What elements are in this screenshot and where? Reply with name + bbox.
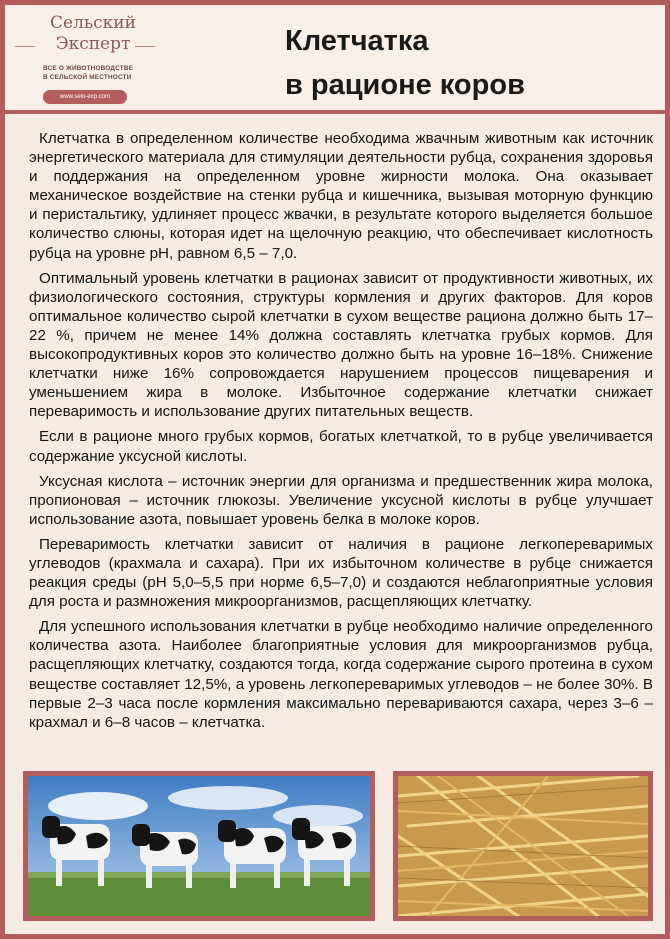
paragraph-2: Оптимальный уровень клетчатки в рационах зависит от продуктивности животных, их физиологического состояния, структуры кормления и других факторов. Для коров оптимальное количество сырой клетчатки в сухом веществе рациона должно быть 17–22 %, причем не менее 14% должна составлять клетчатка грубых кормов. Для высокопродуктивных коров это количество должно быть на уровне 16–18%. Снижение клетчатки ниже 16% сопровождается нарушением процессов пищеварения и уменьшением жира в молоке. Избыточное содержание клетчатки снижает переваримость и использование других питательных веществ. [29,269,653,421]
cows-illustration [28,776,370,916]
paragraph-5: Переваримость клетчатки зависит от наличия в рационе легкопереваримых углеводов (крахмала и сахара). При их избыточном количестве в рубце снижается реакция среды (рН 5,0–5,5 при норме 6,5–7,0) и создаются неблагоприятные условия для роста и размножения микроорганизмов, расщепляющих клетчатку. [29,535,653,611]
logo-url-badge[interactable]: www.selo-exp.com [43,90,127,104]
logo-title-line1: Сельский [50,13,136,33]
logo-title-line2: Эксперт [55,34,131,54]
logo-tagline-line1: ВСЕ О ЖИВОТНОВОДСТВЕ [43,65,134,72]
logo-tagline-line2: В СЕЛЬСКОЙ МЕСТНОСТИ [43,74,132,81]
paragraph-4: Уксусная кислота – источник энергии для организма и предшественник жира молока, пропионовая – источник глюкозы. Увеличение уксусной кислоты в рубце улучшает использование азота, повышает уровень белка в молоке коров. [29,472,653,528]
page-title [285,19,585,107]
cows-photo [23,771,375,921]
article-body [29,129,653,738]
straw-photo [393,771,653,921]
logo-tagline [43,64,163,82]
logo [23,13,163,55]
paragraph-6: Для успешного использования клетчатки в рубце необходимо наличие определенного количества азота. Наиболее благоприятные условия для микроорганизмов рубца, расщепляющих клетчатку, создаются тогда, когда содержание сырого протеина в сухом веществе составляет 12,5%, а уровень легкопереваримых углеводов – не более 30%. В первые 2–3 часа после кормления максимально перевариваются сахара, через 3–6 – крахмал и 6–8 часов – клетчатка. [29,618,653,731]
paragraph-1: Клетчатка в определенном количестве необходима жвачным животным как источник энергетического материала для стимуляции деятельности рубца, сохранения здоровья и поддержания на определенном уровне жирности молока. Она оказывает механическое воздействие на стенки рубца и кишечника, вызывая моторную функцию и перистальтику, удлиняет процесс жвачки, в результате которого выделяется большое количество слюны, которая идет на щелочную реакцию, что обеспечивает кислотность рубца на уровне рН, равном 6,5 – 7,0. [29,130,653,262]
logo-divider-right [135,46,155,47]
page-title-line1: Клетчатка [285,25,429,57]
straw-illustration [398,776,648,916]
paragraph-3: Если в рационе много грубых кормов, богатых клетчаткой, то в рубце увеличивается содержание уксусной кислоты. [29,428,653,465]
logo-divider-left [15,46,35,47]
page-title-line2: в рационе коров [285,69,525,101]
header [5,5,665,114]
